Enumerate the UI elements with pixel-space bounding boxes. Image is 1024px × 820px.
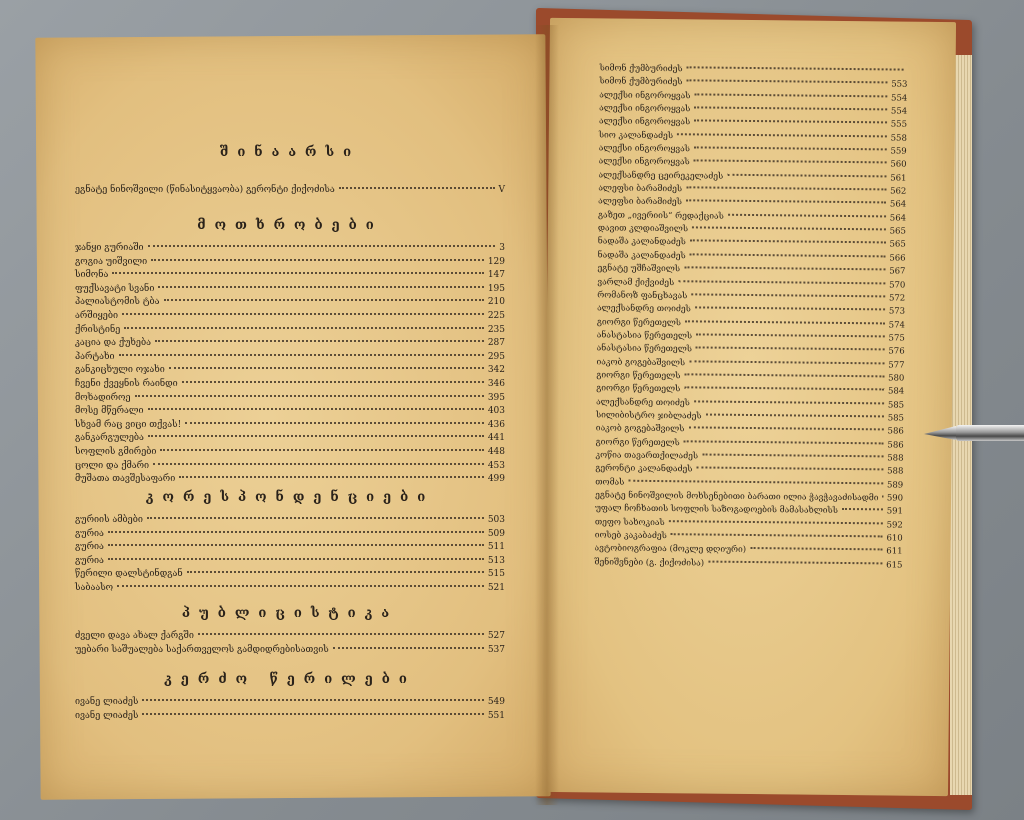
toc-entry-page: 503 xyxy=(487,515,505,525)
toc-entry-page: 441 xyxy=(487,433,505,444)
dot-leader xyxy=(691,293,885,297)
dot-leader xyxy=(179,476,484,478)
toc-entry-title: ალექსანდრე ცეირეკელაძეს xyxy=(598,170,724,182)
section-heading: კერძო წერილები xyxy=(164,672,416,687)
toc-entry-page: 574 xyxy=(888,319,905,331)
toc-entry-title: იოსებ კაკაბაძეს xyxy=(594,530,667,542)
toc-entry xyxy=(75,364,505,378)
intro-text: ეგნატე ნინოშვილი (წინასიტყვაობა) გერონტი ქიქოძისა xyxy=(75,185,335,195)
toc-entry xyxy=(75,630,505,644)
dot-leader xyxy=(119,354,484,356)
toc-entry-page: 346 xyxy=(487,378,505,389)
toc-entry xyxy=(75,541,505,555)
toc-entry-page: 553 xyxy=(891,79,908,90)
dot-leader xyxy=(122,313,484,315)
dot-leader xyxy=(148,408,484,410)
toc-entry-title: ალექსი ინგოროყვას xyxy=(599,103,691,115)
toc-entry-page: 566 xyxy=(889,253,906,264)
toc-entry xyxy=(75,460,505,474)
dot-leader xyxy=(727,173,886,177)
toc-entry xyxy=(75,514,505,528)
toc-entry-title: გაზეთ „ივერიის“ რედაქციას xyxy=(598,210,724,222)
pen-barrel xyxy=(956,425,1024,441)
toc-entry-title: განკიცხული ოჯახი xyxy=(75,365,165,376)
dot-leader xyxy=(187,571,484,573)
dot-leader xyxy=(690,253,886,257)
toc-entry-page: 554 xyxy=(890,106,908,117)
toc-entry-page: 453 xyxy=(487,460,505,471)
toc-entry-title: სიმონ ქუმბურიძეს xyxy=(599,63,683,75)
toc-entry-page: 448 xyxy=(487,446,505,457)
toc-entry-title: ალექსი ინგოროყვას xyxy=(598,156,690,168)
toc-entry xyxy=(75,256,505,270)
toc-entry-title: გიორგი წერეთელს xyxy=(595,437,680,448)
toc-entry-page: 572 xyxy=(888,293,906,304)
toc-entry xyxy=(75,432,505,446)
section-heading: კორესპონდენციები xyxy=(145,490,435,505)
toc-entry-title: ანასტასია წერეთელს xyxy=(596,343,693,355)
toc-entry-title: პარტახი xyxy=(75,351,115,362)
toc-entry-page: 499 xyxy=(487,474,505,485)
toc-entry-page: 610 xyxy=(886,533,903,544)
dot-leader xyxy=(124,327,484,329)
dot-leader xyxy=(684,266,885,270)
toc-entry xyxy=(75,555,505,569)
toc-entry-page: 615 xyxy=(886,560,903,571)
toc-entry xyxy=(75,696,505,710)
toc-entry-title: ჯანყი გურიაში xyxy=(75,243,144,253)
dot-leader xyxy=(690,240,886,244)
toc-entry-title: თომას xyxy=(595,477,625,488)
toc-entry-page: 565 xyxy=(889,226,906,237)
dot-leader xyxy=(198,633,484,635)
toc-entry-page: 527 xyxy=(487,631,505,641)
toc-entry-page: 611 xyxy=(886,546,903,557)
dot-leader xyxy=(694,120,887,124)
dot-leader xyxy=(160,449,483,451)
dot-leader xyxy=(686,186,886,190)
pen xyxy=(922,420,1024,442)
toc-entry-page: 588 xyxy=(887,466,904,477)
toc-entry-title: ეგნატე უშჩაშვილს xyxy=(597,263,681,275)
toc-entry-page: 515 xyxy=(487,569,505,580)
toc-entry-page: 585 xyxy=(887,400,905,411)
toc-entry-title: გოგია უიშვილი xyxy=(75,256,148,267)
toc-entry-page: 509 xyxy=(487,528,505,539)
toc-entry-title: ალექსი ინგოროყვას xyxy=(599,90,691,102)
toc-section xyxy=(75,218,505,487)
toc-entry-title: მუშათა თავშესაფარი xyxy=(75,474,176,485)
toc-entry-title: სიმონ ქუმბურიძეს xyxy=(599,76,683,88)
toc-entry-page: 147 xyxy=(487,270,505,281)
dot-leader xyxy=(182,381,484,383)
toc-entry-page: 564 xyxy=(889,199,907,211)
toc-entry-page: 586 xyxy=(887,440,904,451)
toc-entry-page: 585 xyxy=(887,413,905,424)
toc-section xyxy=(75,606,505,657)
toc-entry-title: გურია xyxy=(75,528,104,539)
toc-entry-page: 395 xyxy=(487,392,505,403)
toc-entry-page: 225 xyxy=(487,310,505,321)
section-heading: პუბლიცისტიკა xyxy=(181,606,399,621)
dot-leader xyxy=(689,360,884,364)
toc-entry-title: გერონტი კალანდაძეს xyxy=(595,463,693,475)
toc-entry xyxy=(75,324,505,338)
dot-leader xyxy=(669,520,883,524)
toc-entry-page: 570 xyxy=(889,279,906,291)
toc-entry-page: 559 xyxy=(890,146,907,157)
toc-entry-title: ავტობიოგრაფია (მოკლე დღიური) xyxy=(594,543,747,556)
dot-leader xyxy=(684,373,884,377)
dot-leader xyxy=(108,558,484,560)
dot-leader xyxy=(108,544,484,546)
dot-leader xyxy=(677,133,887,137)
dot-leader xyxy=(696,333,884,337)
toc-entry-page: 565 xyxy=(889,239,906,251)
toc-entry-page: 555 xyxy=(890,119,908,130)
toc-entry-title: გიორგი წერეთელს xyxy=(596,316,682,328)
toc-entry xyxy=(75,710,505,724)
toc-entry-title: არშიყები xyxy=(75,310,118,321)
toc-entry-title: საბაასო xyxy=(75,582,114,593)
toc-entry-title: პალიასტომის ტბა xyxy=(75,297,160,308)
toc-entry-page: 584 xyxy=(887,386,905,397)
toc-entry-title: ალექსანდრე თოიძეს xyxy=(597,303,691,315)
toc-entry-title: იაკობ გოგებაშვილს xyxy=(595,423,685,435)
toc-entry-title: ალეფსი ბარამიძეს xyxy=(598,183,683,195)
toc-entry-title: ალექსი ინგოროყვას xyxy=(598,116,691,128)
dot-leader xyxy=(333,647,484,649)
dot-leader xyxy=(135,395,484,397)
toc-entry-title: მოხადიროე xyxy=(75,392,131,403)
toc-entry-page: 558 xyxy=(890,133,907,144)
intro-entry xyxy=(75,184,505,198)
dot-leader xyxy=(694,93,887,97)
toc-entry-title: ფუქსავატი სვანი xyxy=(75,283,155,294)
toc-entry-title: სოფლის გმირები xyxy=(75,446,157,457)
toc-entry-title: ანასტასია წერეთელს xyxy=(596,330,693,342)
toc-entry-title: წერილი დალსტინდგან xyxy=(75,569,183,580)
book-gutter xyxy=(535,25,559,805)
toc-entry-title: იაკობ გოგებაშვილს xyxy=(596,356,686,368)
toc-entry-page: 591 xyxy=(886,506,904,517)
toc-entry-page: 511 xyxy=(487,542,505,553)
toc-entry xyxy=(75,528,505,542)
dot-leader xyxy=(685,320,885,324)
section-heading: მოთხრობები xyxy=(197,218,383,233)
toc-entry-title: უებარი საშუალება საქართველოს გამდიდრებისათვის xyxy=(75,644,329,655)
toc-entry-title: შენიშვნები (გ. ქიქოძისა) xyxy=(594,557,705,569)
toc-entry xyxy=(75,351,505,365)
toc-entry xyxy=(75,337,505,351)
toc-entry-page: 588 xyxy=(887,453,904,464)
dot-leader xyxy=(339,187,495,189)
toc-entry-title: კოწია თავართქილაძეს xyxy=(595,450,699,462)
toc-entry-title: ეგნატე ნინოშვილის მოხსენებითი ბარათი ილია ჭავჭავაძისადმი xyxy=(595,490,879,504)
toc-entry xyxy=(75,310,505,324)
toc-entry xyxy=(75,582,505,596)
toc-entry-title: სიმონა xyxy=(75,270,109,281)
intro-page: V xyxy=(498,185,505,195)
toc-entry-page: 573 xyxy=(888,306,906,317)
toc-entry-title: გურია xyxy=(75,555,104,566)
dot-leader xyxy=(117,585,484,587)
dot-leader xyxy=(151,259,484,261)
toc-entry-title: ჩვენი ქვეყნის რაინდი xyxy=(75,378,178,389)
toc-entry-page: 580 xyxy=(888,373,905,384)
toc-entry-page: 575 xyxy=(888,333,905,344)
dot-leader xyxy=(169,367,484,369)
toc-entry-title: ძველი დავა ახალ ქარგში xyxy=(75,631,194,641)
dot-leader xyxy=(155,340,484,342)
toc-entry-title: რომანოზ ფანცხავას xyxy=(597,290,688,302)
toc-entry-page: 589 xyxy=(886,480,904,491)
toc-entry xyxy=(75,296,505,310)
toc-entry-title: დავით კლდიაშვილს xyxy=(597,223,689,235)
toc-entry-page: 561 xyxy=(890,173,907,184)
toc-entry-page: 590 xyxy=(886,493,904,504)
toc-entry-page: 586 xyxy=(887,426,904,437)
toc-entry xyxy=(75,644,505,658)
dot-leader xyxy=(696,347,884,351)
toc-entry-page: 210 xyxy=(487,297,505,308)
toc-entry-title: სხვამ რაც ვიცი თქვას! xyxy=(75,419,182,430)
toc-entry-title: მოსე მწერალი xyxy=(75,406,144,417)
dot-leader xyxy=(108,531,484,533)
dot-leader xyxy=(164,299,484,301)
toc-entry-page: 235 xyxy=(487,324,505,335)
toc-entry-title: სიო კალანდაძეს xyxy=(598,130,674,141)
toc-entry xyxy=(75,568,505,582)
toc-entry-page: 129 xyxy=(487,256,505,267)
toc-entry xyxy=(75,283,505,297)
toc-entry xyxy=(75,378,505,392)
dot-leader xyxy=(702,453,883,457)
dot-leader xyxy=(148,435,484,437)
toc-entry-page: 3 xyxy=(499,243,505,253)
dot-leader xyxy=(708,560,882,564)
dot-leader xyxy=(112,272,483,274)
toc-entry-page: 295 xyxy=(487,351,505,362)
dot-leader xyxy=(684,440,884,444)
toc-entry-title: ალეფსი ბარამიძეს xyxy=(598,196,682,208)
toc-entry-title: ალექსი ინგოროყვას xyxy=(598,143,690,155)
dot-leader xyxy=(706,413,884,417)
dot-leader xyxy=(153,463,484,465)
toc-entry-title: გურიის ამბები xyxy=(75,515,143,525)
dot-leader xyxy=(687,66,904,70)
toc-entry-page: 513 xyxy=(487,555,505,566)
toc-entry xyxy=(75,473,505,487)
contents-heading: შინაარსი xyxy=(219,145,361,160)
dot-leader xyxy=(686,200,886,204)
dot-leader xyxy=(185,422,484,424)
toc-entry-title: ალექსანდრე თოიძეს xyxy=(596,396,690,408)
toc-entry-page: 560 xyxy=(890,159,907,171)
toc-entry-page: 549 xyxy=(487,697,505,707)
toc-entry-title: ქრისტინე xyxy=(75,324,121,335)
toc-section xyxy=(75,490,505,596)
toc-entry-page: 577 xyxy=(888,360,905,371)
toc-entry-title: გურია xyxy=(75,542,104,553)
dot-leader xyxy=(671,533,883,537)
toc-entry-title: ნადაშა კალანდაძეს xyxy=(597,250,686,262)
toc-entry-title: განკარგულება xyxy=(75,433,144,444)
dot-leader xyxy=(694,106,887,110)
toc-entry xyxy=(75,269,505,283)
toc-entry-title: ივანე ლიაძეს xyxy=(75,697,139,707)
dot-leader xyxy=(694,400,884,404)
toc-entry-page: 567 xyxy=(889,266,906,277)
toc-entry xyxy=(75,392,505,406)
toc-entry-page: 287 xyxy=(487,338,505,349)
toc-entry-page: 551 xyxy=(487,710,505,721)
toc-entry-title: სილიბისტრო ჯიბლაძეს xyxy=(595,410,702,422)
toc-entry-page: 576 xyxy=(888,346,905,357)
toc-entry-title: გიორგი წერეთელს xyxy=(596,370,681,382)
toc-entry-page: 195 xyxy=(487,283,505,294)
toc-entry-title: ვარლამ ქიქვიძეს xyxy=(597,276,675,288)
toc-entry xyxy=(75,446,505,460)
dot-leader xyxy=(750,547,882,550)
toc-entry xyxy=(75,405,505,419)
dot-leader xyxy=(728,214,886,218)
toc-entry-page: 554 xyxy=(891,93,908,104)
dot-leader xyxy=(684,387,884,391)
dot-leader xyxy=(842,508,883,510)
dot-leader xyxy=(688,427,883,431)
toc-entry-page: 436 xyxy=(487,419,505,430)
dot-leader xyxy=(147,517,484,519)
dot-leader xyxy=(692,227,886,231)
toc-entry-title: უფალ ჩოჩხათის სოფლის საზოგადოების მამასახლისს xyxy=(594,503,838,517)
toc-entry-page: 592 xyxy=(886,520,903,531)
dot-leader xyxy=(694,146,887,150)
toc-entry-page: 564 xyxy=(889,213,907,224)
toc-entry-page: 342 xyxy=(487,365,505,376)
toc-entry-title: კაცია და ქუხება xyxy=(75,338,151,349)
toc-entry xyxy=(75,242,505,256)
dot-leader xyxy=(158,286,483,288)
dot-leader xyxy=(148,245,496,247)
toc-entry-title: თეფო სახოკიას xyxy=(594,517,665,528)
toc-section xyxy=(75,672,505,723)
toc-entry xyxy=(75,419,505,433)
dot-leader xyxy=(142,713,483,715)
dot-leader xyxy=(695,307,885,311)
pen-tip xyxy=(924,426,956,440)
dot-leader xyxy=(628,479,883,484)
toc-entry-page: 403 xyxy=(487,406,505,417)
right-contents xyxy=(594,62,907,572)
dot-leader xyxy=(142,699,483,701)
toc-entry-page: 562 xyxy=(890,186,907,197)
toc-entry-title: ნადაშა კალანდაძეს xyxy=(597,236,686,248)
toc-entry-page: 521 xyxy=(487,582,505,593)
dot-leader xyxy=(694,160,887,164)
dot-leader xyxy=(686,80,887,84)
toc-entry-page: 537 xyxy=(487,644,505,655)
dot-leader xyxy=(678,280,885,284)
toc-entry-title: გიორგი წერეთელს xyxy=(596,383,681,395)
toc-entry-title: ცოლი და ქმარი xyxy=(75,460,150,471)
dot-leader xyxy=(696,467,883,471)
toc-entry-title: ივანე ლიაძეს xyxy=(75,710,139,721)
